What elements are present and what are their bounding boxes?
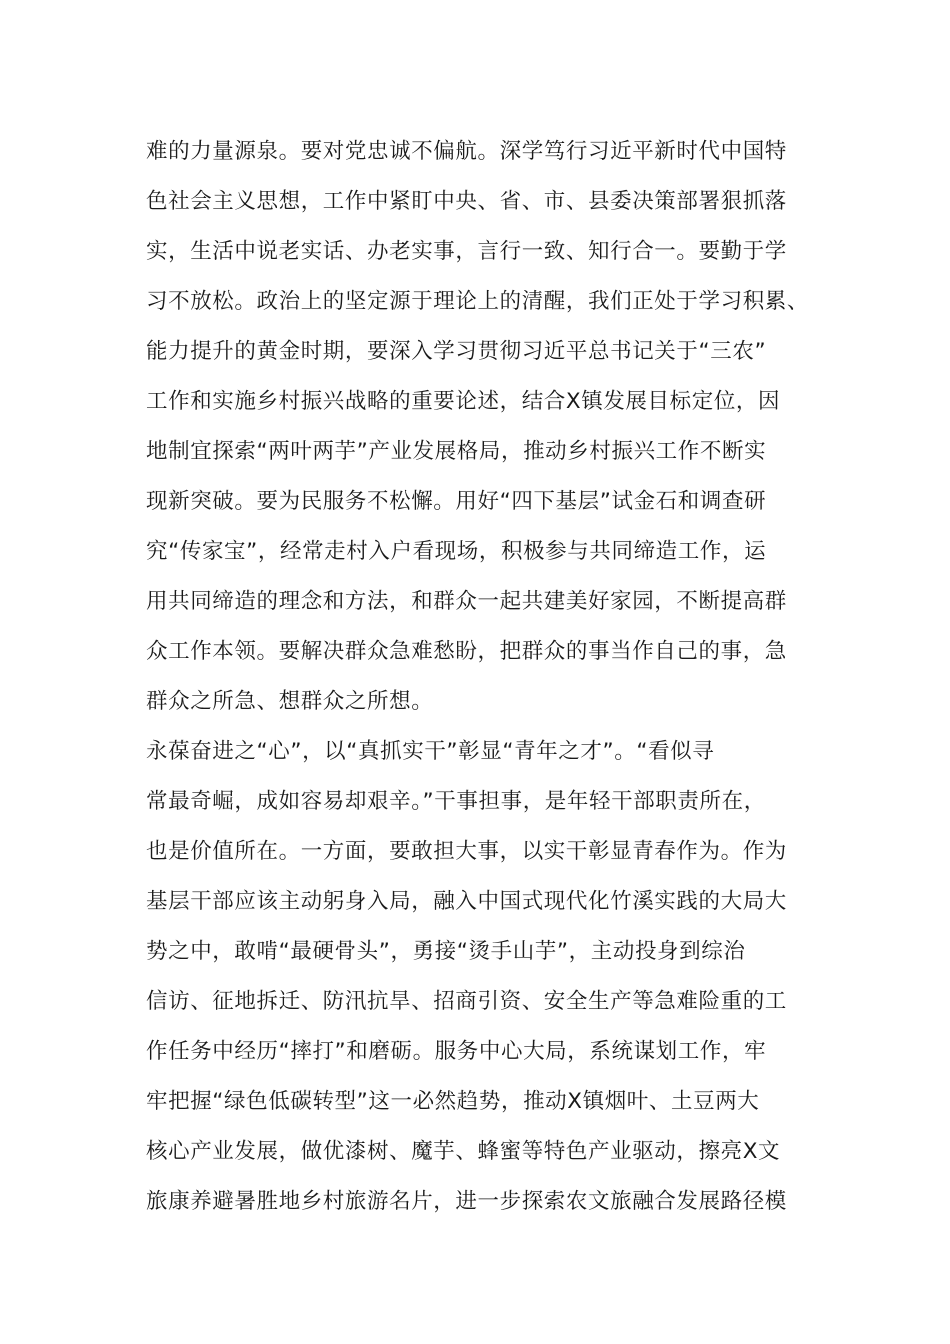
text-line: 群众之所急、想群众之所想。: [146, 689, 434, 714]
text-line: 常最奇崛，成如容易却艰辛。”干事担事，是年轻干部职责所在，: [146, 789, 766, 814]
text-line: 实，生活中说老实话、办老实事，言行一致、知行合一。要勤于学: [146, 239, 787, 264]
text-line: 旅康养避暑胜地乡村旅游名片，进一步探索农文旅融合发展路径模: [146, 1189, 787, 1214]
text-line: 作任务中经历“摔打”和磨砺。服务中心大局，系统谋划工作，牢: [146, 1039, 767, 1064]
text-line: 工作和实施乡村振兴战略的重要论述，结合X镇发展目标定位，因: [146, 389, 781, 414]
text-line: 永葆奋进之“心”，以“真抓实干”彰显“青年之才”。“看似寻: [146, 739, 715, 764]
text-line: 现新突破。要为民服务不松懈。用好“四下基层”试金石和调查研: [146, 489, 767, 514]
text-line: 基层干部应该主动躬身入局，融入中国式现代化竹溪实践的大局大: [146, 889, 787, 914]
text-line: 难的力量源泉。要对党忠诚不偏航。深学笃行习近平新时代中国特: [146, 139, 787, 164]
text-line: 色社会主义思想，工作中紧盯中央、省、市、县委决策部署狠抓落: [146, 189, 787, 214]
text-line: 势之中，敢啃“最硬骨头”，勇接“烫手山芋”，主动投身到综治: [146, 939, 746, 964]
text-line: 也是价值所在。一方面，要敢担大事，以实干彰显青春作为。作为: [146, 839, 787, 864]
text-line: 牢把握“绿色低碳转型”这一必然趋势，推动X镇烟叶、土豆两大: [146, 1089, 760, 1114]
text-line: 众工作本领。要解决群众急难愁盼，把群众的事当作自己的事，急: [146, 639, 787, 664]
text-line: 能力提升的黄金时期，要深入学习贯彻习近平总书记关于“三农”: [146, 339, 767, 364]
text-line: 用共同缔造的理念和方法，和群众一起共建美好家园，不断提高群: [146, 589, 787, 614]
text-line: 究“传家宝”，经常走村入户看现场，积极参与共同缔造工作，运: [146, 539, 767, 564]
text-line: 核心产业发展，做优漆树、魔芋、蜂蜜等特色产业驱动，擦亮X文: [146, 1139, 781, 1164]
text-line: 信访、征地拆迁、防汛抗旱、招商引资、安全生产等急难险重的工: [146, 989, 787, 1014]
text-line: 地制宜探索“两叶两芋”产业发展格局，推动乡村振兴工作不断实: [146, 439, 767, 464]
text-line: 习不放松。政治上的坚定源于理论上的清醒，我们正处于学习积累、: [146, 289, 810, 314]
